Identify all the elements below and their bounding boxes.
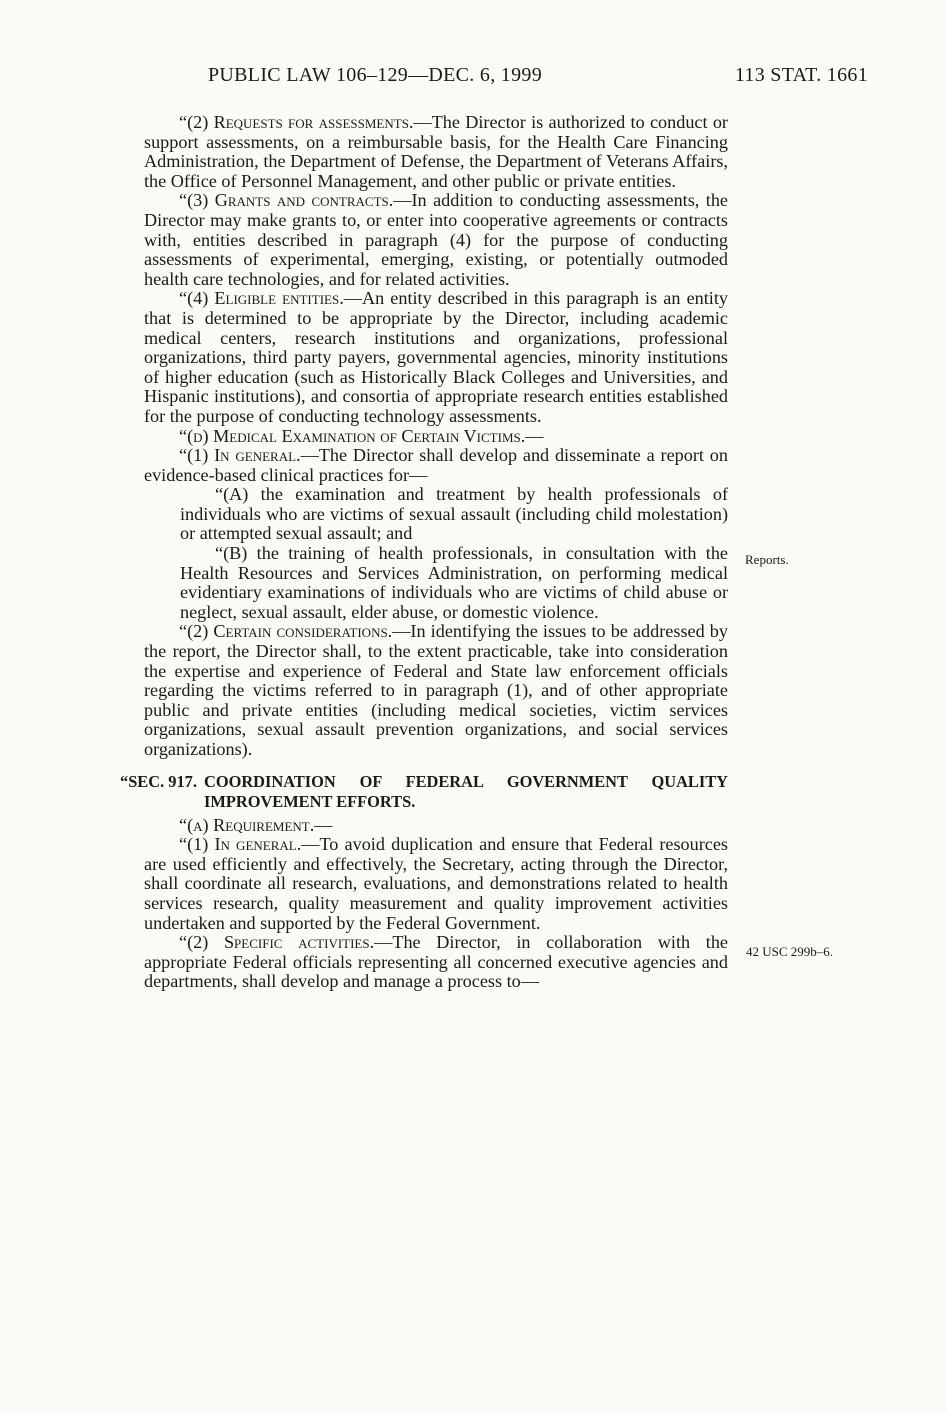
paragraph-heading: “(2) Requests for assessments. — [179, 112, 414, 132]
paragraph-in-general-d1 — [144, 446, 728, 485]
subsection-title: “(d) Medical Examination of Certain Victims.— — [179, 425, 544, 446]
paragraph-certain-considerations — [144, 622, 728, 759]
section-title-line2: IMPROVEMENT EFFORTS. — [204, 791, 416, 811]
section-917-heading — [120, 771, 728, 812]
margin-note-reports: Reports. — [745, 552, 789, 567]
paragraph-heading: “(2) Specific activities. — [179, 932, 375, 953]
paragraph-text: —An entity described in this paragraph is an entity that is determined to be appropriate by the Director, including academic medical centers, research institutions and organizations, professional organizations, third party payers, governmental agencies, minority institutions of higher education (such as Historically Black Colleges and Universities, and Hispanic institutions), and consortia of appropriate research entities established for the purpose of conducting technology assessments. — [144, 288, 728, 426]
paragraph-text: —The Director, in collaboration with the appropriate Federal officials representing all concerned executive agencies and departments, shall develop and manage a process to— — [144, 932, 728, 992]
section-title-line1: COORDINATION OF FEDERAL GOVERNMENT QUALITY — [204, 771, 728, 791]
paragraph-specific-activities — [144, 933, 728, 992]
paragraph-grants-and-contracts — [144, 191, 728, 289]
subsection-heading-d — [144, 427, 728, 447]
paragraph-heading: “(3) Grants and contracts. — [179, 190, 394, 211]
paragraph-in-general-a1 — [144, 835, 728, 933]
subsection-title: “(a) Requirement.— — [179, 814, 333, 835]
header-law-citation: PUBLIC LAW 106–129—DEC. 6, 1999 — [208, 64, 542, 86]
subparagraph-A: “(A) the examination and treatment by health professionals of individuals who are victims of sexual assault (including child molestation) or attempted sexual assault; and — [180, 484, 728, 544]
paragraph-text: —In addition to conducting assessments, the Director may make grants to, or enter into cooperative agreements or contracts with, entities described in paragraph (4) for the purpose of conducting assessments of experimental, emerging, existing, or potentially outmoded health care technologies, and for related activities. — [144, 190, 728, 289]
subparagraph-B: “(B) the training of health professionals, in consultation with the Health Resources and Services Administration, on performing medical evidentiary examinations of individuals who are victims of child abuse or neglect, sexual assault, elder abuse, or domestic violence. — [180, 543, 728, 622]
section-number: “SEC. 917. — [120, 771, 197, 791]
margin-note-usc: 42 USC 299b–6. — [746, 944, 834, 959]
header-stat-page: 113 STAT. 1661 — [734, 64, 868, 86]
paragraph-heading: “(4) Eligible entities. — [179, 288, 344, 309]
paragraph-text: —In identifying the issues to be addressed by the report, the Director shall, to the extent practicable, take into consideration the expertise and experience of Federal and State law enforcement officials regarding the victims referred to in paragraph (1), and of other appropriate public and private entities (including medical societies, victim services organizations, sexual assault prevention organizations, and social services organizations). — [144, 621, 728, 759]
document-body — [120, 112, 728, 992]
paragraph-requests-for-assessments — [144, 113, 728, 191]
paragraph-text: —To avoid duplication and ensure that Federal resources are used efficiently and effectively, the Secretary, acting through the Director, shall coordinate all research, evaluations, and demonstrations related to health services research, quality measurement and quality improvement activities undertaken and supported by the Federal Government. — [144, 834, 728, 933]
paragraph-text: —The Director is authorized to conduct or support assessments, on a reimbursable basis, for the Health Care Financing Administration, the Department of Defense, the Department of Veterans Affairs, the Office of Personnel Management, and other public or private entities. — [144, 112, 728, 191]
paragraph-heading: “(1) In general. — [179, 834, 302, 855]
paragraph-text: —The Director shall develop and disseminate a report on evidence-based clinical practices for— — [144, 445, 728, 485]
subsection-heading-a — [144, 816, 728, 836]
paragraph-eligible-entities — [144, 289, 728, 426]
paragraph-heading: “(2) Certain considerations. — [179, 621, 393, 642]
paragraph-heading: “(1) In general. — [179, 445, 301, 466]
